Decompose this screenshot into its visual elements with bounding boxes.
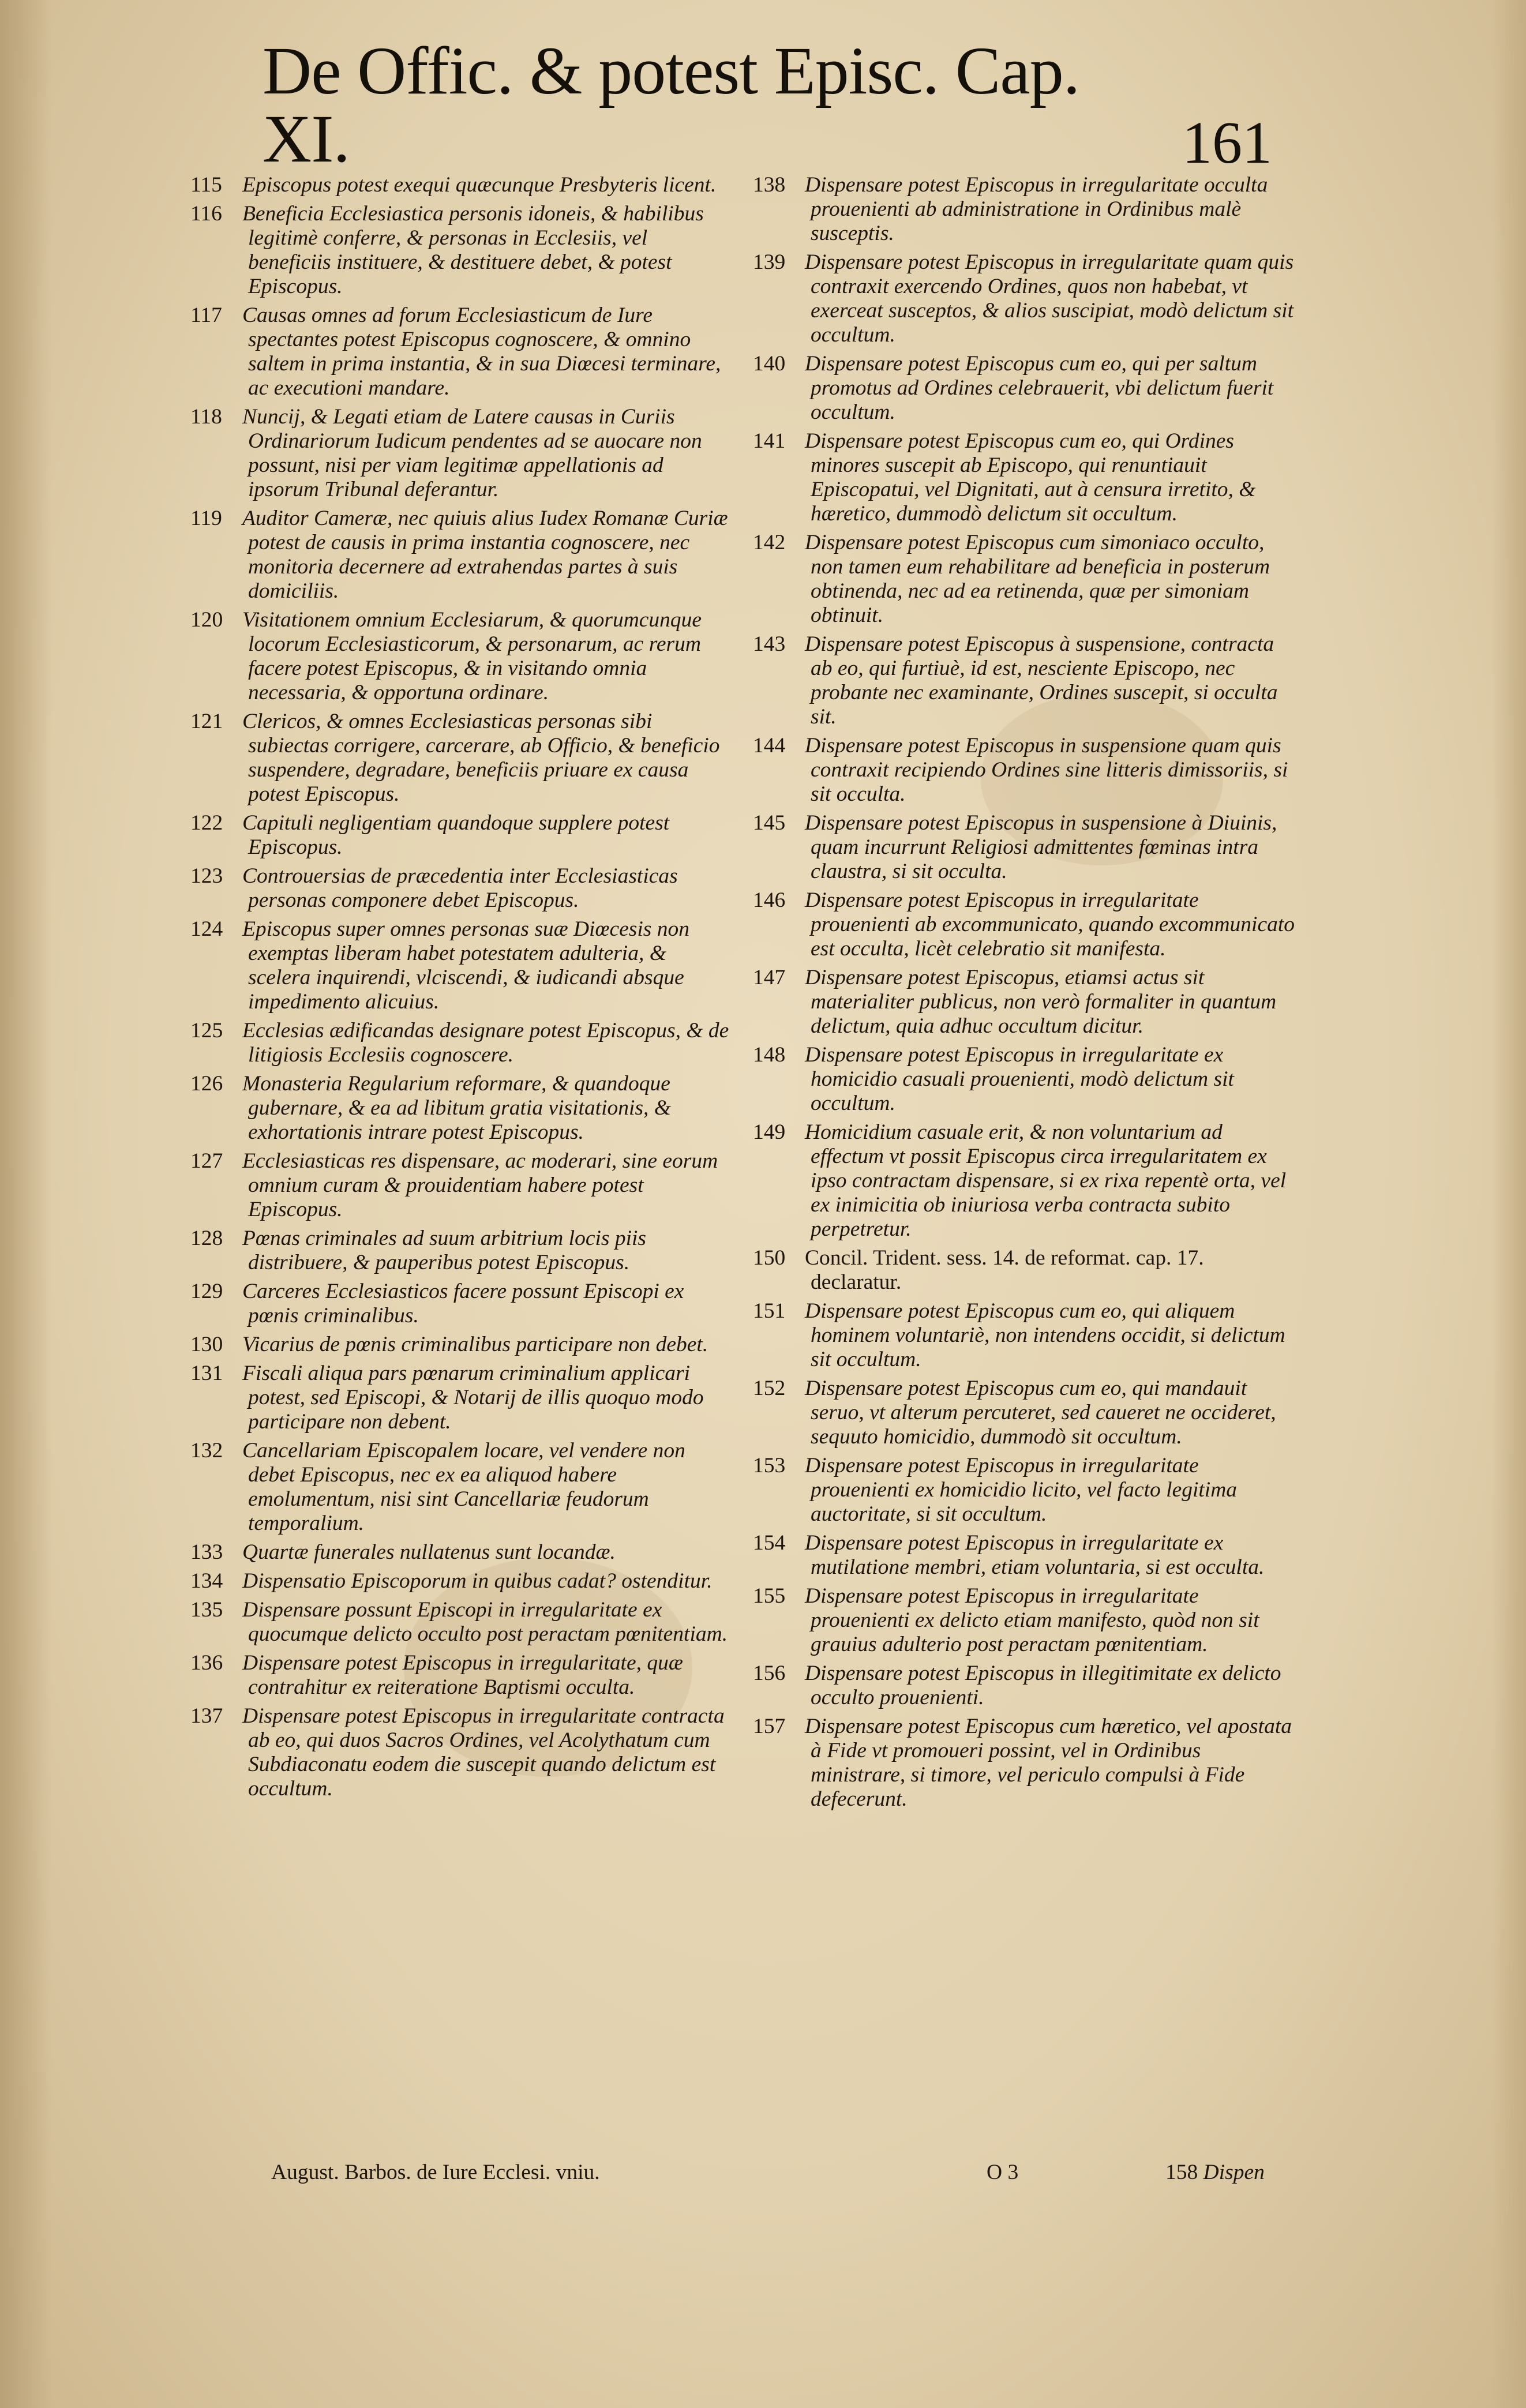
- index-entry: [753, 173, 1295, 246]
- index-entry: [190, 1704, 733, 1801]
- index-entry: [753, 1584, 1295, 1657]
- entry-number: 128: [190, 1226, 223, 1250]
- entry-number: 117: [190, 303, 222, 327]
- catchword-number: 158: [1165, 2161, 1198, 2184]
- entry-number: 131: [190, 1361, 223, 1385]
- entry-number: 153: [753, 1454, 786, 1477]
- page-header: [263, 33, 1301, 177]
- entry-number: 155: [753, 1584, 786, 1608]
- entry-text: Beneficia Ecclesiastica personis idoneis, & habilibus legitimè conferre, & personas in Ecclesiis, vel beneficiis instituere, & destituere debet, & potest Episcopus.: [242, 202, 704, 298]
- index-entry: [190, 1149, 733, 1222]
- index-entry: [753, 888, 1295, 961]
- entry-text: Visitationem omnium Ecclesiarum, & quorumcunque locorum Ecclesiasticorum, & personarum, ac rerum facere potest Episcopus, & in visitando omnia necessaria, & opportuna ordinare.: [242, 608, 702, 704]
- index-entry: [190, 173, 733, 197]
- entry-text: Dispensare potest Episcopus cum eo, qui per saltum promotus ad Ordines celebrauerit, vbi delictum fuerit occultum.: [805, 352, 1274, 424]
- entry-text: Episcopus potest exequi quæcunque Presbyteris licent.: [242, 173, 717, 197]
- entry-text: Quartæ funerales nullatenus sunt locandæ.: [242, 1540, 616, 1564]
- entry-number: 150: [753, 1246, 786, 1270]
- entry-number: 130: [190, 1333, 223, 1356]
- index-entry: [753, 966, 1295, 1038]
- entry-number: 129: [190, 1280, 223, 1303]
- index-entry: [190, 1280, 733, 1328]
- index-entry: [190, 405, 733, 502]
- entry-text: Dispensare potest Episcopus in irregularitate quam quis contraxit exercendo Ordines, quos non habebat, vt exerceat susceptos, & alios suscipiat, modò delictum sit occultum.: [805, 250, 1294, 347]
- entry-number: 139: [753, 250, 786, 274]
- entry-number: 149: [753, 1120, 786, 1144]
- entry-text: Dispensare possunt Episcopi in irregularitate ex quocumque delicto occulto post peractam pœnitentiam.: [242, 1598, 728, 1646]
- entry-number: 143: [753, 632, 786, 656]
- left-column: [190, 173, 733, 1806]
- entry-number: 137: [190, 1704, 223, 1728]
- entry-number: 157: [753, 1715, 786, 1738]
- signature-mark: O 3: [987, 2161, 1019, 2184]
- index-entry: [190, 608, 733, 705]
- index-entry: [190, 1598, 733, 1646]
- entry-text: Dispensare potest Episcopus in irregularitate prouenienti ab excommunicato, quando excommunicato est occulta, licèt celebratio sit manifesta.: [805, 888, 1295, 961]
- entry-text: Auditor Cameræ, nec quiuis alius Iudex Romanæ Curiæ potest de causis in prima instantia cognoscere, nec monitoria decernere ad extrahendas partes à suis domiciliis.: [242, 507, 728, 603]
- entry-number: 141: [753, 429, 786, 453]
- entry-number: 132: [190, 1439, 223, 1462]
- index-entry: [190, 864, 733, 913]
- index-entry: [190, 1019, 733, 1067]
- entry-number: 145: [753, 811, 786, 835]
- entry-number: 116: [190, 202, 222, 226]
- entry-text: Carceres Ecclesiasticos facere possunt Episcopi ex pœnis criminalibus.: [242, 1280, 684, 1327]
- catchword-text: Dispen: [1203, 2161, 1265, 2184]
- entry-number: 147: [753, 966, 786, 989]
- entry-text: Dispensare potest Episcopus in suspensione quam quis contraxit recipiendo Ordines sine litteris dimissoriis, si sit occulta.: [805, 734, 1288, 806]
- entry-number: 123: [190, 864, 223, 888]
- index-entry: [190, 507, 733, 603]
- entry-text: Dispensatio Episcoporum in quibus cadat? ostenditur.: [242, 1569, 713, 1593]
- index-entry: [190, 710, 733, 807]
- entry-number: 127: [190, 1149, 223, 1173]
- entry-number: 142: [753, 531, 786, 554]
- entry-number: 119: [190, 507, 222, 530]
- entry-text: Vicarius de pœnis criminalibus participare non debet.: [242, 1333, 708, 1356]
- entry-text: Dispensare potest Episcopus cum eo, qui aliquem hominem voluntariè, non intendens occidit, si delictum sit occultum.: [805, 1299, 1285, 1371]
- index-entry: [753, 1299, 1295, 1372]
- index-entry: [190, 1072, 733, 1145]
- entry-text: Fiscali aliqua pars pœnarum criminalium applicari potest, sed Episcopi, & Notarij de illis quoquo modo participare non debent.: [242, 1361, 704, 1434]
- index-entry: [190, 303, 733, 400]
- index-entry: [753, 531, 1295, 628]
- entry-text: Nuncij, & Legati etiam de Latere causas in Curiis Ordinariorum Iudicum pendentes ad se auocare non possunt, nisi per viam legitimæ appellationis ad ipsorum Tribunal deferantur.: [242, 405, 702, 501]
- entry-number: 146: [753, 888, 786, 912]
- entry-number: 154: [753, 1531, 786, 1555]
- entry-number: 136: [190, 1651, 223, 1675]
- entry-text: Dispensare potest Episcopus in irregularitate occulta prouenienti ab administratione in Ordinibus malè susceptis.: [805, 173, 1268, 245]
- index-entry: [753, 1454, 1295, 1526]
- entry-text: Dispensare potest Episcopus cum eo, qui Ordines minores suscepit ab Episcopo, qui renuntiauit Episcopatui, vel Dignitati, aut à censura irretito, & hæretico, dummodò delictum sit occultum.: [805, 429, 1256, 526]
- index-entry: [753, 1246, 1295, 1295]
- entry-text: Capituli negligentiam quandoque supplere potest Episcopus.: [242, 811, 670, 859]
- index-entry: [753, 1043, 1295, 1116]
- entry-text: Causas omnes ad forum Ecclesiasticum de Iure spectantes potest Episcopus cognoscere, & omnino saltem in prima instantia, & in sua Diœcesi terminare, ac executioni mandare.: [242, 303, 721, 400]
- entry-number: 135: [190, 1598, 223, 1622]
- entry-text: Dispensare potest Episcopus in illegitimitate ex delicto occulto prouenienti.: [805, 1661, 1281, 1709]
- index-entry: [190, 1333, 733, 1357]
- right-column: [753, 173, 1295, 1816]
- entry-number: 133: [190, 1540, 223, 1564]
- catchword: [1165, 2160, 1265, 2185]
- index-entry: [190, 1569, 733, 1593]
- index-entry: [753, 429, 1295, 526]
- index-entry: [753, 1661, 1295, 1710]
- index-entry: [753, 352, 1295, 425]
- entry-text: Homicidium casuale erit, & non voluntarium ad effectum vt possit Episcopus circa irregularitatem ex ipso contractam dispensare, si ex rixa repentè orta, vel ex inimicitia ob iniuriosa verba contracta subito perpetretur.: [805, 1120, 1287, 1241]
- index-entry: [753, 1376, 1295, 1449]
- entry-text: Controuersias de præcedentia inter Ecclesiasticas personas componere debet Episcopus.: [242, 864, 678, 912]
- index-entry: [753, 250, 1295, 347]
- index-entry: [753, 1715, 1295, 1811]
- index-entry: [190, 1439, 733, 1536]
- index-entry: [190, 1361, 733, 1434]
- index-entry: [753, 1531, 1295, 1580]
- entry-number: 120: [190, 608, 223, 632]
- entry-text: Monasteria Regularium reformare, & quandoque gubernare, & ea ad libitum gratia visitationis, & exhortationis intrare potest Episcopus.: [242, 1072, 671, 1144]
- entry-number: 144: [753, 734, 786, 757]
- entry-text: Ecclesiasticas res dispensare, ac moderari, sine eorum omnium curam & prouidentiam habere potest Episcopus.: [242, 1149, 718, 1221]
- page-footer: [271, 2160, 1292, 2189]
- entry-text: Dispensare potest Episcopus cum eo, qui mandauit seruo, vt alterum percuteret, sed caueret ne occideret, sequuto homicidio, dummodò sit occultum.: [805, 1376, 1276, 1449]
- index-entry: [190, 202, 733, 299]
- entry-text: Dispensare potest Episcopus cum hæretico, vel apostata à Fide vt promoueri possint, vel in Ordinibus ministrare, si timore, vel periculo compulsi à Fide defecerunt.: [805, 1715, 1292, 1811]
- entry-text: Dispensare potest Episcopus in irregularitate, quæ contrahitur ex reiteratione Baptismi occulta.: [242, 1651, 683, 1699]
- entry-text: Dispensare potest Episcopus in irregularitate ex mutilatione membri, etiam voluntaria, si est occulta.: [805, 1531, 1265, 1579]
- entry-text: Pœnas criminales ad suum arbitrium locis piis distribuere, & pauperibus potest Episcopus.: [242, 1226, 647, 1274]
- index-entry: [190, 1540, 733, 1565]
- index-entry: [190, 1226, 733, 1275]
- entry-text: Dispensare potest Episcopus in irregularitate prouenienti ex homicidio licito, vel facto legitima auctoritate, si sit occultum.: [805, 1454, 1238, 1526]
- entry-number: 148: [753, 1043, 786, 1067]
- entry-number: 140: [753, 352, 786, 376]
- index-entry: [753, 811, 1295, 884]
- entry-number: 151: [753, 1299, 786, 1323]
- entry-text: Dispensare potest Episcopus à suspensione, contracta ab eo, qui furtiuè, id est, nesciente Episcopo, nec probante nec examinante, Ordines suscepit, si occulta sit.: [805, 632, 1278, 729]
- index-entry: [753, 1120, 1295, 1241]
- entry-text: Clericos, & omnes Ecclesiasticas personas sibi subiectas corrigere, carcerare, ab Officio, & beneficio suspendere, degradare, beneficiis priuare ex causa potest Episcopus.: [242, 710, 720, 806]
- entry-number: 138: [753, 173, 786, 197]
- entry-number: 124: [190, 917, 223, 941]
- index-entry: [190, 811, 733, 860]
- entry-text: Dispensare potest Episcopus in irregularitate contracta ab eo, qui duos Sacros Ordines, vel Acolythatum cum Subdiaconatu eodem die suscepit quando delictum est occultum.: [242, 1704, 725, 1801]
- entry-number: 115: [190, 173, 222, 197]
- entry-text: Dispensare potest Episcopus cum simoniaco occulto, non tamen eum rehabilitare ad beneficia in posterum obtinenda, nec ad ea retinenda, quæ per simoniam obtinuit.: [805, 531, 1270, 627]
- entry-text: Dispensare potest Episcopus in suspensione à Diuinis, quam incurrunt Religiosi admittentes fœminas intra claustra, si sit occulta.: [805, 811, 1277, 883]
- index-entry: [190, 917, 733, 1014]
- entry-number: 121: [190, 710, 223, 733]
- entry-text: Dispensare potest Episcopus in irregularitate prouenienti ex delicto etiam manifesto, quòd non sit grauius adulterio post peractam pœnitentiam.: [805, 1584, 1259, 1656]
- index-entry: [753, 632, 1295, 729]
- entry-text: Dispensare potest Episcopus in irregularitate ex homicidio casuali prouenienti, modò delictum sit occultum.: [805, 1043, 1234, 1115]
- entry-text: Concil. Trident. sess. 14. de reformat. cap. 17. declaratur.: [805, 1246, 1204, 1294]
- entry-number: 152: [753, 1376, 786, 1400]
- entry-text: Cancellariam Episcopalem locare, vel vendere non debet Episcopus, nec ex ea aliquod habere emolumentum, nisi sint Cancellariæ feudorum temporalium.: [242, 1439, 685, 1535]
- index-entry: [753, 734, 1295, 807]
- entry-number: 126: [190, 1072, 223, 1096]
- entry-text: Dispensare potest Episcopus, etiamsi actus sit materialiter publicus, non verò formaliter in quantum delictum, quia adhuc occultum dicitur.: [805, 966, 1277, 1038]
- index-entry: [190, 1651, 733, 1700]
- entry-number: 125: [190, 1019, 223, 1042]
- entry-text: Ecclesias ædificandas designare potest Episcopus, & de litigiosis Ecclesiis cognoscere.: [242, 1019, 729, 1067]
- entry-text: Episcopus super omnes personas suæ Diœcesis non exemptas liberam habet potestatem adulteria, & scelera inquirendi, vlciscendi, & iudicandi absque impedimento alicuius.: [242, 917, 689, 1014]
- entry-number: 118: [190, 405, 222, 429]
- source-note: August. Barbos. de Iure Ecclesi. vniu.: [271, 2161, 600, 2184]
- entry-number: 156: [753, 1661, 786, 1685]
- entry-number: 134: [190, 1569, 223, 1593]
- entry-number: 122: [190, 811, 223, 835]
- folio-number: 161: [1182, 110, 1272, 176]
- running-title: De Offic. & potest Episc. Cap. XI.: [263, 33, 1080, 177]
